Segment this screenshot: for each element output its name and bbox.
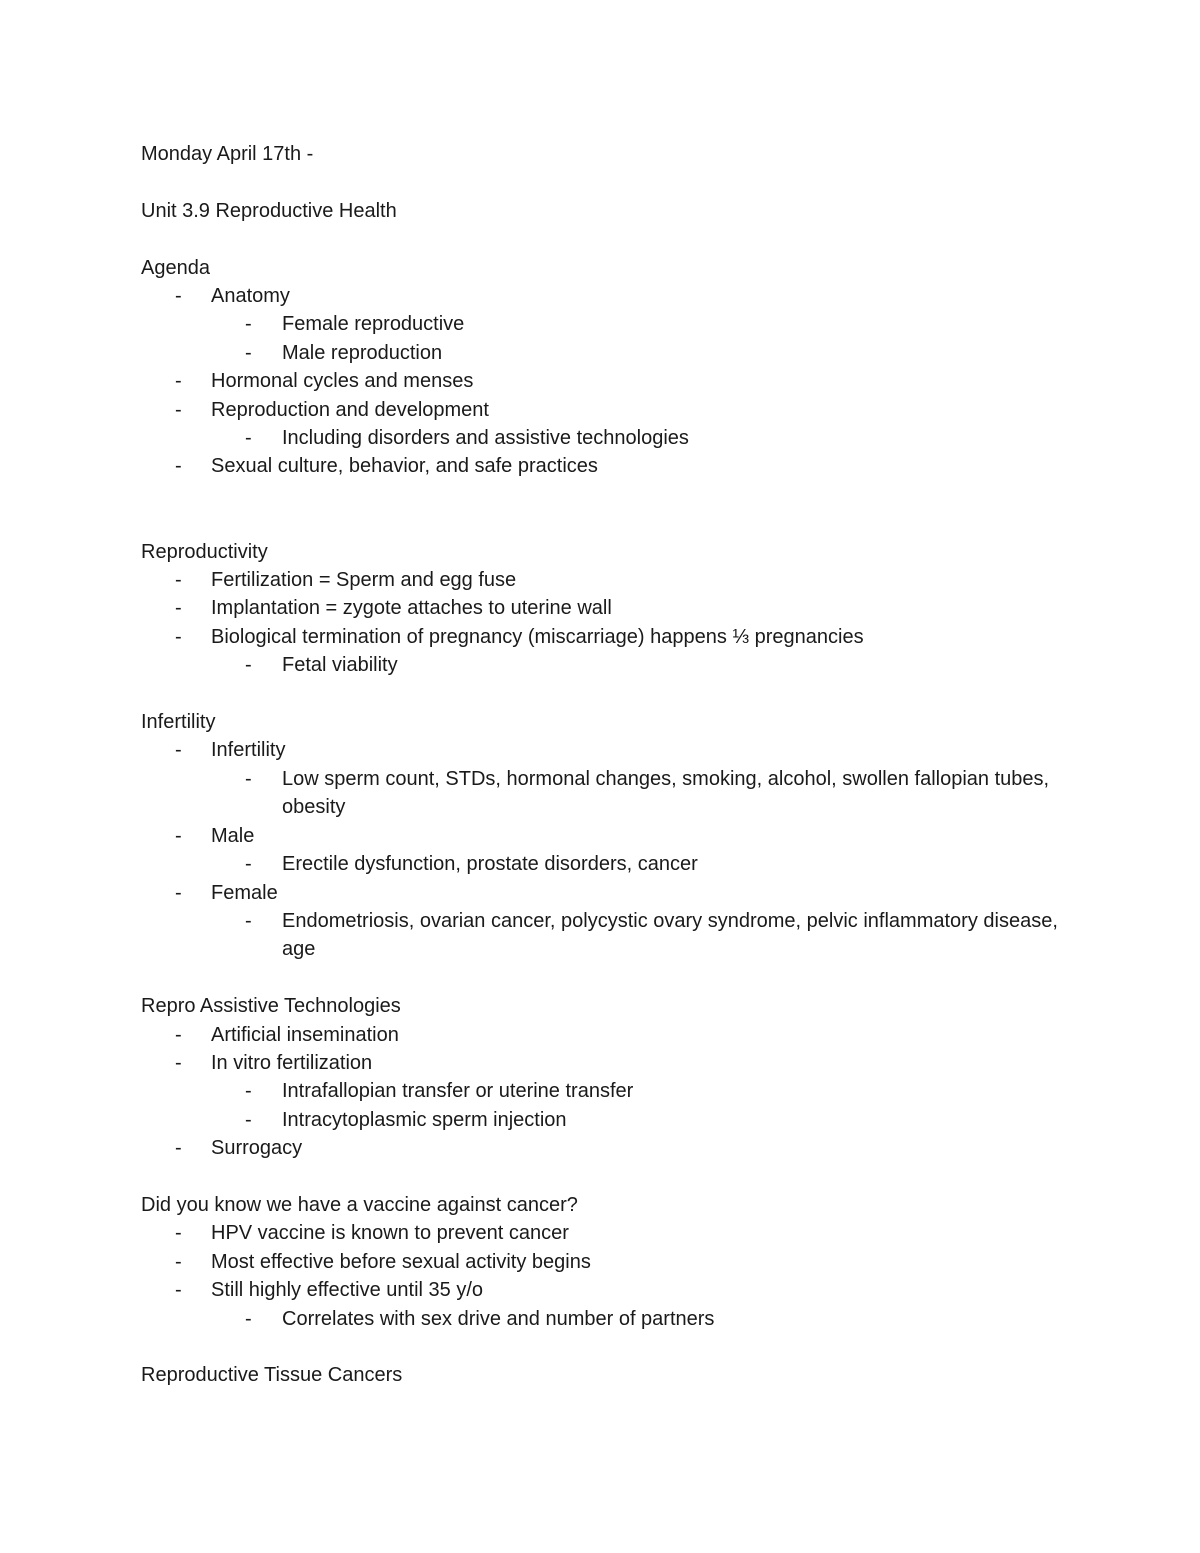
list-item bbox=[141, 1021, 1081, 1049]
list-item bbox=[141, 879, 1081, 907]
bullet-dash: - bbox=[245, 909, 252, 932]
bullet-dash: - bbox=[175, 824, 182, 847]
list-item-text: Implantation = zygote attaches to uterine wall bbox=[211, 597, 612, 620]
list-item-text: Correlates with sex drive and number of partners bbox=[282, 1307, 715, 1330]
list-item-text: HPV vaccine is known to prevent cancer bbox=[211, 1222, 569, 1245]
bullet-dash: - bbox=[175, 597, 182, 620]
bullet-dash: - bbox=[175, 285, 182, 307]
list-item-text: Infertility bbox=[211, 739, 286, 762]
list-item bbox=[141, 651, 1081, 679]
list-item-text: Low sperm count, STDs, hormonal changes, smoking, alcohol, swollen fallopian tubes, obesity bbox=[282, 767, 1050, 819]
bullet-dash: - bbox=[175, 1023, 182, 1046]
document-page bbox=[141, 140, 1081, 1390]
list-item bbox=[141, 850, 1081, 878]
bullet-dash: - bbox=[175, 625, 182, 648]
list-item-text: Hormonal cycles and menses bbox=[211, 370, 474, 393]
list-item-text: Surrogacy bbox=[211, 1137, 303, 1160]
bullet-dash: - bbox=[245, 654, 252, 677]
list-item bbox=[141, 736, 1081, 764]
list-item-text: Reproduction and development bbox=[211, 398, 489, 421]
bullet-dash: - bbox=[175, 455, 182, 478]
bullet-dash: - bbox=[175, 398, 182, 421]
list-item bbox=[141, 1049, 1081, 1077]
list-item-text: In vitro fertilization bbox=[211, 1051, 373, 1074]
reproductivity-heading: Reproductivity bbox=[141, 540, 268, 563]
bullet-dash: - bbox=[245, 767, 252, 790]
cancers-heading: Reproductive Tissue Cancers bbox=[141, 1364, 403, 1387]
list-item bbox=[141, 310, 1081, 338]
list-item bbox=[141, 594, 1081, 622]
list-item-text: Male reproduction bbox=[282, 341, 443, 364]
list-item bbox=[141, 1077, 1081, 1105]
bullet-dash: - bbox=[245, 341, 252, 364]
list-item-text: Erectile dysfunction, prostate disorders, cancer bbox=[282, 853, 698, 876]
list-item bbox=[141, 822, 1081, 850]
list-item bbox=[141, 1305, 1081, 1333]
bullet-dash: - bbox=[245, 853, 252, 876]
list-item-text: Anatomy bbox=[211, 285, 290, 307]
list-item bbox=[141, 282, 1081, 310]
bullet-dash: - bbox=[175, 881, 182, 904]
infertility-heading: Infertility bbox=[141, 711, 216, 734]
list-item bbox=[141, 424, 1081, 452]
bullet-dash: - bbox=[175, 569, 182, 592]
bullet-dash: - bbox=[175, 1279, 182, 1302]
list-item-text: Female bbox=[211, 881, 278, 904]
bullet-dash: - bbox=[175, 1051, 182, 1074]
list-item bbox=[141, 765, 1081, 822]
list-item-text: Biological termination of pregnancy (miscarriage) happens ⅓ pregnancies bbox=[211, 625, 864, 648]
list-item-text: Female reproductive bbox=[282, 313, 465, 336]
list-item-text: Still highly effective until 35 y/o bbox=[211, 1279, 484, 1302]
date-heading: Monday April 17th - bbox=[141, 143, 314, 165]
list-item bbox=[141, 1276, 1081, 1304]
vaccine-heading: Did you know we have a vaccine against cancer? bbox=[141, 1193, 578, 1216]
assistive-heading: Repro Assistive Technologies bbox=[141, 995, 401, 1018]
list-item-text: Fetal viability bbox=[282, 654, 398, 677]
bullet-dash: - bbox=[245, 1080, 252, 1103]
list-item-text: Intrafallopian transfer or uterine transfer bbox=[282, 1080, 634, 1103]
bullet-dash: - bbox=[175, 739, 182, 762]
bullet-dash: - bbox=[175, 370, 182, 393]
list-item bbox=[141, 623, 1081, 651]
list-item bbox=[141, 339, 1081, 367]
list-item bbox=[141, 1106, 1081, 1134]
list-item bbox=[141, 452, 1081, 480]
bullet-dash: - bbox=[175, 1137, 182, 1160]
list-item bbox=[141, 396, 1081, 424]
unit-title: Unit 3.9 Reproductive Health bbox=[141, 199, 397, 222]
bullet-dash: - bbox=[175, 1222, 182, 1245]
list-item bbox=[141, 566, 1081, 594]
list-item-text: Endometriosis, ovarian cancer, polycystic ovary syndrome, pelvic inflammatory disease, age bbox=[282, 909, 1058, 961]
list-item-text: Artificial insemination bbox=[211, 1023, 399, 1046]
list-item-text: Intracytoplasmic sperm injection bbox=[282, 1108, 567, 1131]
list-item bbox=[141, 1134, 1081, 1162]
list-item-text: Most effective before sexual activity begins bbox=[211, 1250, 591, 1273]
list-item bbox=[141, 1248, 1081, 1276]
list-item-text: Fertilization = Sperm and egg fuse bbox=[211, 569, 517, 592]
list-item bbox=[141, 367, 1081, 395]
bullet-dash: - bbox=[245, 1307, 252, 1330]
agenda-heading: Agenda bbox=[141, 256, 210, 279]
list-item-text: Sexual culture, behavior, and safe practices bbox=[211, 455, 598, 478]
bullet-dash: - bbox=[245, 427, 252, 450]
list-item-text: Male bbox=[211, 824, 255, 847]
list-item bbox=[141, 907, 1081, 964]
bullet-dash: - bbox=[245, 313, 252, 336]
bullet-dash: - bbox=[175, 1250, 182, 1273]
list-item-text: Including disorders and assistive technologies bbox=[282, 427, 689, 450]
list-item bbox=[141, 1219, 1081, 1247]
bullet-dash: - bbox=[245, 1108, 252, 1131]
